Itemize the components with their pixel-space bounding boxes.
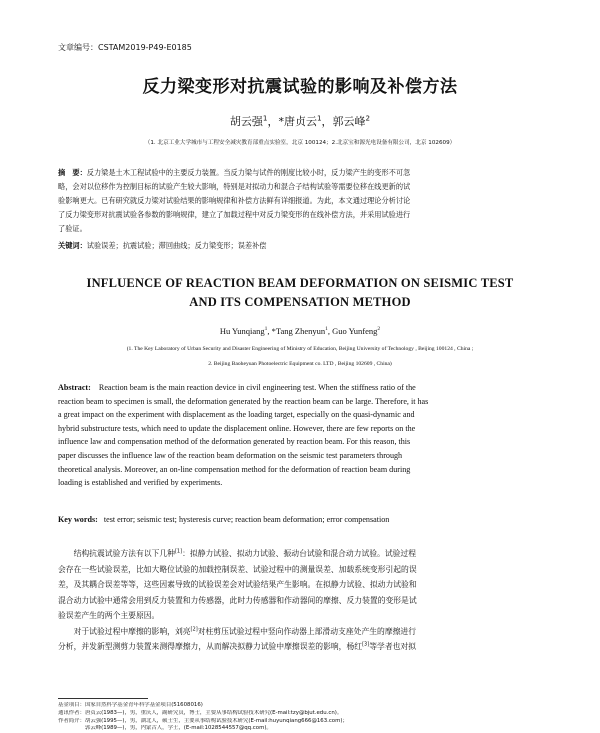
affiliation-marker: 1 <box>316 113 322 123</box>
citation: [3] <box>362 641 370 648</box>
chinese-title: 反力梁变形对抗震试验的影响及补偿方法 <box>142 77 458 97</box>
body-line: 会存在一些试验误差，比如大略位试验的加载控制误差、试验过程中的测量误差、加载系统变形引起的误 <box>58 564 417 574</box>
footnote-divider <box>58 698 148 699</box>
english-keywords <box>58 515 389 524</box>
citation: [2] <box>190 625 198 632</box>
english-title-line: INFLUENCE OF REACTION BEAM DEFORMATION ON SEISMIC TEST <box>86 276 514 290</box>
affiliation-marker: 2 <box>365 113 371 123</box>
english-title-line: AND ITS COMPENSATION METHOD <box>189 295 411 309</box>
abstract-line: theoretical analysis. Moreover, an on-line compensation method for the deformation of reaction beam during <box>58 464 411 474</box>
body-text <box>58 546 542 655</box>
english-title <box>0 274 600 312</box>
body-line: 分析，并发新型测剪力装置来测得摩擦力，从而解决拟静力试验中摩擦误差的影响，杨红[3]等学者也对拟 <box>58 641 417 651</box>
abstract-line: 了反力梁变形对抗震试验各参数的影响规律，建立了加载过程中对反力梁变形的在线补偿方法，并采用试验进行 <box>58 210 411 219</box>
affiliation-marker: 1 <box>262 113 268 123</box>
affiliation-marker: 1 <box>325 326 328 333</box>
body-line: 混合动力试验中通常会用到反力装置和力传感器，此时力传感器和作动器间的摩擦、反力装置的变形是试 <box>58 595 417 605</box>
author-name: , Guo Yunfeng <box>327 326 378 336</box>
abstract-line: 摘 要：反力梁是土木工程试验中的主要反力装置。当反力梁与试件的刚度比较小时，反力梁产生的变形不可忽 <box>58 168 411 177</box>
abstract-line: hybrid substructure tests, which need to update the displacement online. However, there are few reports on the <box>58 423 416 433</box>
abstract-line: loading is established and verified by experiments. <box>58 478 223 488</box>
keywords-text: 试验误差；抗震试验；滞回曲线；反力梁变形；误差补偿 <box>86 241 267 250</box>
english-affiliation-2: 2. Beijing Baoheyuan Photoelectric Equipment co. LTD , Beijing 102609 , China) <box>208 361 392 367</box>
chinese-affiliation: （1. 北京工业大学城市与工程安全减灾教育部重点实验室，北京 100124；2.北京宝和源光电设备有限公司，北京 102609） <box>144 140 456 146</box>
footnote-line: 通讯作者：唐贞云(1983—)，男，重庆人，副研究员，博士，主要从事结构试验技术研究(E-mail:tzy@bjut.edu.cn)。 <box>58 709 343 716</box>
abstract-label: Abstract: <box>58 383 91 392</box>
english-abstract <box>58 381 542 490</box>
keywords-text: test error; seismic test; hysteresis curve; reaction beam deformation; error compensation <box>103 515 390 524</box>
author-name: 胡云强 <box>229 115 263 128</box>
author-name: ，*唐贞云 <box>267 115 317 128</box>
abstract-line: influence law and compensation method of the deformation generated by reaction beam. For this reason, this <box>58 437 411 447</box>
body-line: 差，及其耦合误差等等，这些因素导致的试验误差会对试验结果产生影响。在拟静力试验、拟动力试验和 <box>58 580 417 589</box>
english-affiliation-1: (1. The Key Laboratory of Urban Security and Disaster Engineering of Ministry of Education, Beijing University of Technology , Beijing 100124 , China ; <box>126 346 474 352</box>
footnote-line: 郭云峰(1989—)，男，内蒙古人，学士，(E-mail:1028544557@qq.com)。 <box>58 725 272 732</box>
abstract-line: 略，会对以位移作为控制目标的试验产生较大影响，特别是对拟动力和混合子结构试验等需要位移在线更新的试 <box>58 182 411 191</box>
abstract-line: paper discusses the influence law of the reaction beam deformation on the seismic test parameters through <box>58 450 403 460</box>
author-name: , *Tang Zhenyun <box>267 326 326 336</box>
affiliation-marker: 2 <box>377 326 381 333</box>
article-number: 文章编号：CSTAM2019-P49-E0185 <box>58 43 192 52</box>
footnote-line: 基金项目：国家自然科学基金青年科学基金项目(51608016) <box>58 702 203 708</box>
body-line: 验误差产生的两个主要原因。 <box>58 611 160 620</box>
body-line: 对于试验过程中摩擦的影响，刘亮[2]对柱剪压试验过程中竖向作动器上部滑动支座处产生的摩擦进行 <box>58 625 417 636</box>
english-authors <box>0 326 600 336</box>
footnotes <box>58 702 542 733</box>
keywords-label: Key words: <box>58 515 98 524</box>
author-name: ，郭云峰 <box>321 115 366 128</box>
abstract-line: 了验证。 <box>58 224 87 233</box>
abstract-label: 摘 要： <box>58 168 87 177</box>
citation: [1] <box>174 548 183 555</box>
affiliation-marker: 1 <box>264 326 268 333</box>
abstract-line: a great impact on the experiment with displacement as the loading target, especially on the quasi-dynamic and <box>58 410 415 420</box>
chinese-authors <box>0 113 600 129</box>
abstract-line: reaction beam to specimen is small, the deformation generated by the reaction beam can be large. Therefore, it has <box>58 396 429 406</box>
body-line: 结构抗震试验方法有以下几种[1]：拟静力试验、拟动力试验、振动台试验和混合动力试验。试验过程 <box>58 548 417 558</box>
author-name: Hu Yunqiang <box>219 326 265 336</box>
chinese-abstract <box>58 166 528 236</box>
abstract-line: 验影响更大。已有研究就反力梁对试验结果的影响规律和补偿方法鲜有详细报道。为此，本文通过理论分析讨论 <box>58 196 411 205</box>
abstract-line: Abstract: Reaction beam is the main reaction device in civil engineering test. When the stiffness ratio of the <box>58 383 416 392</box>
keywords-label: 关键词： <box>58 241 87 250</box>
footnote-line: 作者简介：胡云强(1995—)，男，湖北人，硕士生，主要从事结构试验技术研究(E-mail:huyunqiang666@163.com)； <box>58 717 348 724</box>
chinese-keywords <box>58 241 266 251</box>
